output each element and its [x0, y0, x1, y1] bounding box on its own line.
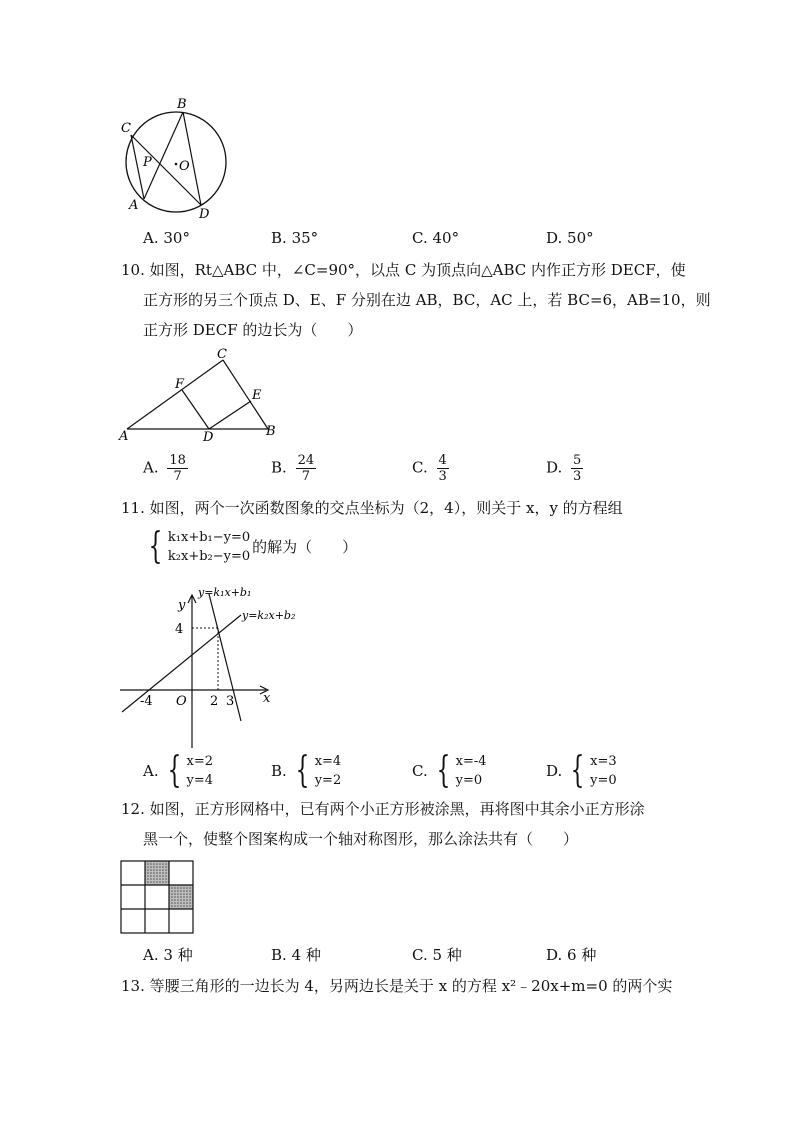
q13-question-line1: 13. 等腰三角形的一边长为 4，另两边长是关于 x 的方程 x²﹣20x+m=0 的两个实: [121, 977, 673, 995]
q12-option-a[interactable]: A. 3 种: [143, 946, 193, 964]
q10-option-b[interactable]: B. $\frac{24}{7}$: [271, 453, 315, 484]
q11-eq2: k₂x+b₂−y=0: [167, 549, 251, 564]
q10-triangle-figure: [116, 345, 286, 445]
label-D: D: [203, 430, 214, 445]
label-D: D: [199, 207, 210, 222]
q12-question-line1: 12. 如图，正方形网格中，已有两个小正方形被涂黑，再将图中其余小正方形涂: [121, 800, 645, 818]
label-E: E: [252, 388, 262, 403]
q11-question-line1: 11. 如图，两个一次函数图象的交点坐标为（2，4），则关于 x，y 的方程组: [121, 499, 623, 517]
label-B: B: [266, 424, 276, 439]
q12-question-line2: 黑一个，使整个图案构成一个轴对称图形，那么涂法共有（ ）: [143, 830, 579, 848]
x-axis-label: x: [263, 691, 271, 706]
origin-label: O: [176, 694, 187, 709]
tick-label-minus4: -4: [140, 694, 153, 709]
q12-option-b[interactable]: B. 4 种: [271, 946, 321, 964]
q11-eq1: k₁x+b₁−y=0: [167, 530, 251, 545]
label-A: A: [129, 198, 139, 213]
q11-option-c[interactable]: C. { x=-4 y=0: [412, 750, 487, 791]
q9-option-a[interactable]: A. 30°: [143, 229, 190, 247]
label-A: A: [119, 429, 129, 444]
q10-option-c[interactable]: C. $\frac{4}{3}$: [412, 453, 447, 484]
label-B: B: [177, 97, 187, 112]
q11-equation-system: { k₁x+b₁−y=0 k₂x+b₂−y=0 的解为（ ）: [148, 526, 358, 567]
shaded-cell-1: [145, 861, 169, 885]
label-C: C: [121, 121, 131, 136]
q9-option-c[interactable]: C. 40°: [412, 229, 460, 247]
label-P: P: [143, 155, 152, 170]
q12-option-c[interactable]: C. 5 种: [412, 946, 462, 964]
q11-tail: 的解为（ ）: [252, 538, 358, 556]
line1-label: y=k₁x+b₁: [198, 586, 252, 599]
y-axis-label: y: [178, 598, 186, 613]
q10-question-line1: 10. 如图，Rt△ABC 中，∠C=90°，以点 C 为顶点向△ABC 内作正方形 DECF，使: [121, 261, 686, 279]
q11-graph-figure: [116, 583, 306, 748]
label-O: O: [179, 159, 190, 174]
q10-option-a[interactable]: A. $\frac{18}{7}$: [143, 453, 186, 484]
tick-label-4: 4: [175, 622, 184, 637]
label-F: F: [175, 377, 185, 392]
q10-question-line2: 正方形的另三个顶点 D、E、F 分别在边 AB，BC，AC 上，若 BC=6，AB=10，则: [143, 291, 711, 309]
q10-option-d[interactable]: D. $\frac{5}{3}$: [546, 453, 582, 484]
q10-question-line3: 正方形 DECF 的边长为（ ）: [143, 321, 363, 339]
q9-option-d[interactable]: D. 50°: [546, 229, 594, 247]
tick-label-3: 3: [226, 694, 235, 709]
line2-label: y=k₂x+b₂: [242, 609, 296, 622]
label-C: C: [217, 347, 227, 362]
q11-option-a[interactable]: A. { x=2 y=4: [143, 750, 214, 791]
q9-option-b[interactable]: B. 35°: [271, 229, 319, 247]
q12-grid-figure: [120, 860, 196, 934]
q12-option-d[interactable]: D. 6 种: [546, 946, 597, 964]
tick-label-2: 2: [210, 694, 219, 709]
shaded-cell-2: [169, 885, 193, 909]
q11-option-d[interactable]: D. { x=3 y=0: [546, 750, 617, 791]
q9-circle-figure: [112, 92, 237, 222]
q11-option-b[interactable]: B. { x=4 y=2: [271, 750, 342, 791]
